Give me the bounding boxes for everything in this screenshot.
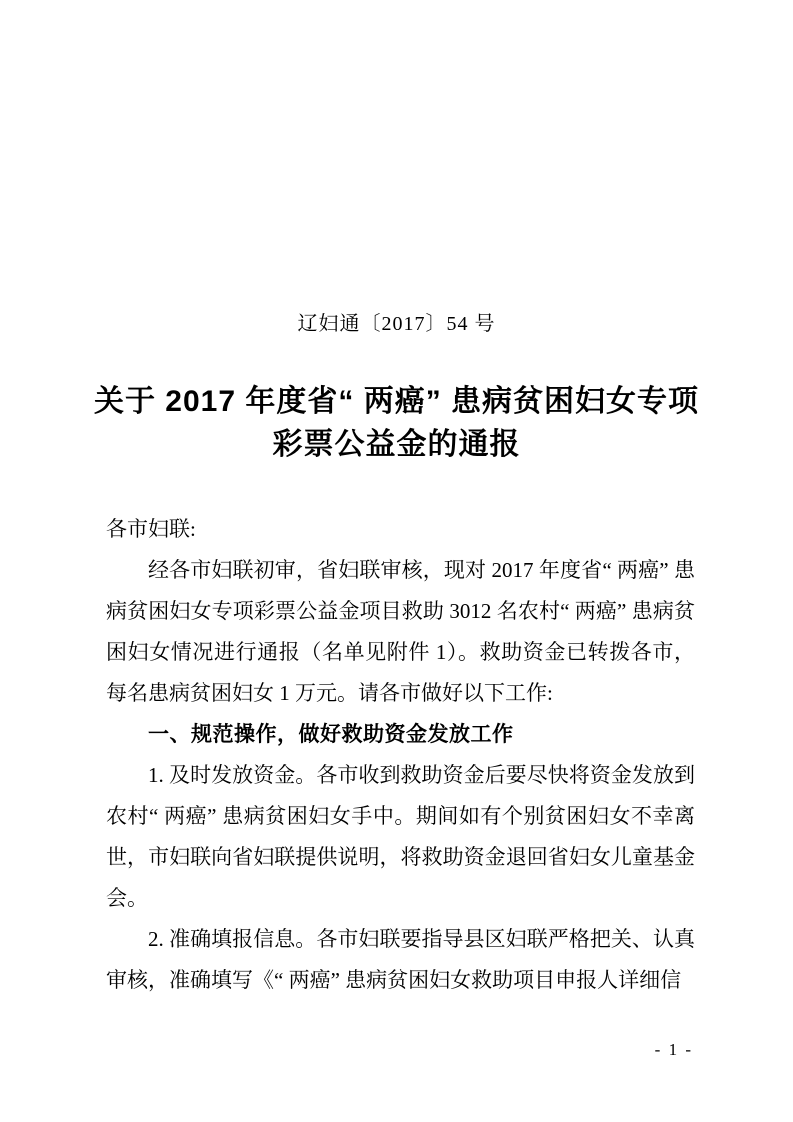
page-number: - 1 - [654, 1040, 693, 1059]
intro-paragraph: 经各市妇联初审，省妇联审核，现对 2017 年度省“ 两癌” 患病贫困妇女专项彩票公益金项目救助 3012 名农村“ 两癌” 患病贫困妇女情况进行通报（名单见附件 1）。救助资金已转拨各市，每名患病贫困妇女 1 万元。请各市做好以下工作: [106, 558, 695, 705]
section-1-heading: 一、规范操作，做好救助资金发放工作 [148, 723, 514, 746]
document-title-line-1: 关于 2017 年度省“ 两癌” 患病贫困妇女专项 [93, 385, 700, 418]
document-body [106, 509, 695, 1001]
item-1-paragraph: 1. 及时发放资金。各市收到救助资金后要尽快将资金发放到农村“ 两癌” 患病贫困妇女手中。期间如有个别贫困妇女不幸离世，市妇联向省妇联提供说明，将救助资金退回省妇女儿童基金会。 [106, 763, 695, 910]
document-number: 辽妇通〔2017〕54 号 [297, 313, 496, 335]
item-2-paragraph: 2. 准确填报信息。各市妇联要指导县区妇联严格把关、认真审核，准确填写《“ 两癌” 患病贫困妇女救助项目申报人详细信 [106, 927, 695, 992]
salutation: 各市妇联: [106, 517, 196, 541]
document-title [0, 380, 793, 466]
document-title-line-2: 彩票公益金的通报 [272, 428, 521, 461]
